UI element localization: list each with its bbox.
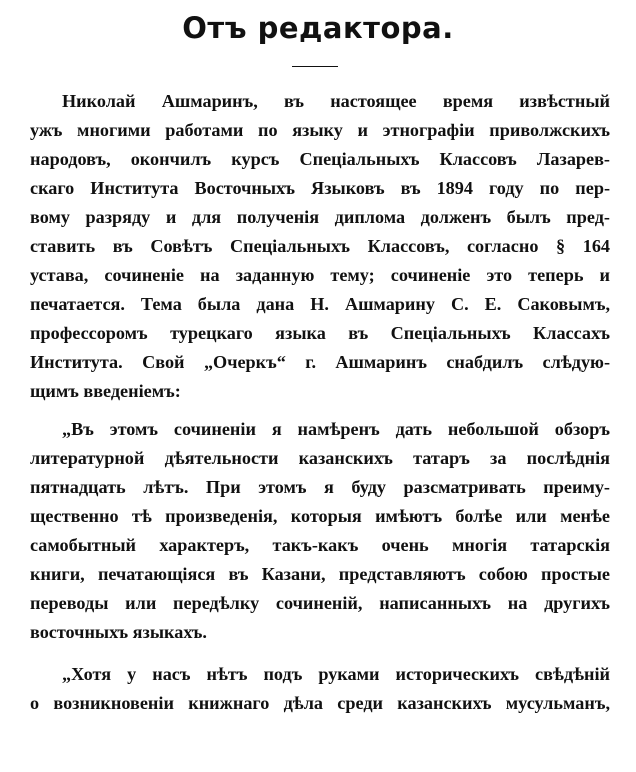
text-line: восточныхъ языкахъ.	[30, 622, 207, 642]
text-line: щимъ введеніемъ:	[30, 381, 181, 401]
text-line: „Въ этомъ сочиненіи я намѣренъ дать небольшой обзоръ	[62, 419, 610, 439]
text-line: самобытный характеръ, такъ-какъ очень многія татарскія	[30, 535, 610, 555]
text-line: переводы или передѣлку сочиненій, написанныхъ на другихъ	[30, 593, 610, 613]
text-line: ужъ многими работами по языку и этнографіи приволжскихъ	[30, 120, 610, 140]
text-line: скаго Института Восточныхъ Языковъ въ 1894 году по пер-	[30, 178, 610, 198]
text-line: печатается. Тема была дана Н. Ашмарину С. Е. Саковымъ,	[30, 294, 610, 314]
text-line: „Хотя у насъ нѣтъ подъ руками историческихъ свѣдѣній	[62, 664, 610, 684]
text-line: Николай Ашмаринъ, въ настоящее время извѣстный	[62, 91, 610, 111]
text-line: книги, печатающіяся въ Казани, представляютъ собою простые	[30, 564, 610, 584]
text-line: пятнадцать лѣтъ. При этомъ я буду разсматривать преиму-	[30, 477, 610, 497]
text-line: профессоромъ турецкаго языка въ Спеціальныхъ Классахъ	[30, 323, 610, 343]
text-line: вому разряду и для полученія диплома долженъ былъ пред-	[30, 207, 610, 227]
page-title: Отъ редактора.	[182, 11, 454, 45]
text-line: щественно тѣ произведенія, которыя имѣютъ болѣе или менѣе	[30, 506, 610, 526]
text-line: устава, сочиненіе на заданную тему; сочиненіе это теперь и	[30, 265, 610, 285]
text-line: Института. Свой „Очеркъ“ г. Ашмаринъ снабдилъ слѣдую-	[30, 352, 610, 372]
text-line: ставить въ Совѣтъ Спеціальныхъ Классовъ, согласно § 164	[30, 236, 610, 256]
text-line: литературной дѣятельности казанскихъ татаръ за послѣднія	[30, 448, 610, 468]
text-line: народовъ, окончилъ курсъ Спеціальныхъ Классовъ Лазарев-	[30, 149, 610, 169]
text-line: о возникновеніи книжнаго дѣла среди казанскихъ мусульманъ,	[30, 693, 610, 713]
title-divider	[292, 66, 338, 67]
